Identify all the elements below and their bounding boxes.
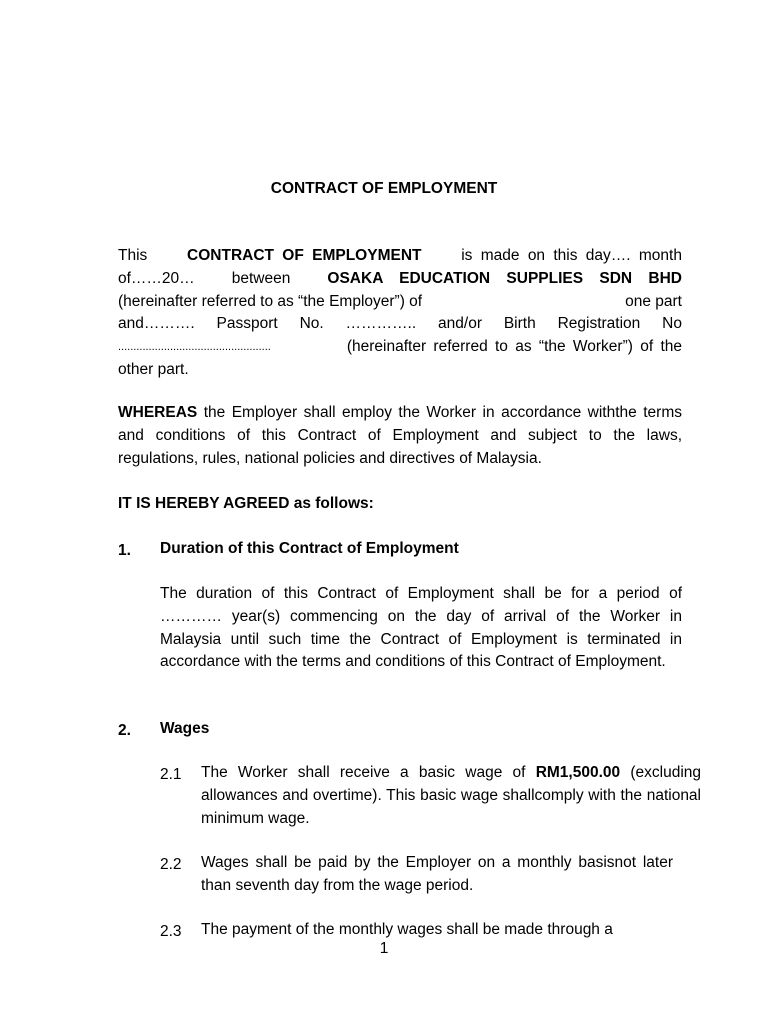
intro-text: one part: [625, 292, 682, 310]
clause-1-number: 1.: [118, 542, 131, 559]
intro-word: and……….: [118, 315, 195, 333]
clause-1-text: The duration of this Contract of Employment shall be for a period of ………… year(s) commencing on the day of arrival of the Worker in Malaysia until such time the Contract of Employment is terminated in accordance with the terms and conditions of this Contract of Employment.: [160, 585, 682, 671]
intro-word: …………..: [345, 315, 417, 333]
clause-2-3-number: 2.3: [160, 923, 182, 940]
clause-1-heading-text: Duration of this Contract of Employment: [160, 540, 459, 557]
basic-wage-amount: RM1,500.00: [535, 764, 621, 781]
intro-text: between: [231, 269, 291, 287]
clause-1-body: [160, 583, 682, 674]
whereas-text: the Employer shall employ the Worker in accordance withthe terms and conditions of this Contract of Employment and subject to the laws, regulations, rules, national policies and directives of Malaysia.: [118, 404, 682, 467]
intro-text: (hereinafter referred to as “the Worker”) of the: [346, 338, 682, 356]
intro-paragraph: [118, 245, 682, 382]
intro-word: and/or: [438, 315, 482, 333]
document-title: CONTRACT OF EMPLOYMENT: [270, 180, 498, 197]
intro-word: Passport: [216, 315, 278, 333]
clause-2-2-body: [201, 852, 673, 898]
clause-2-1-number: 2.1: [160, 766, 182, 783]
intro-line-2: [118, 268, 682, 291]
clause-2-1-body: [201, 762, 701, 830]
intro-word: No: [662, 315, 682, 333]
intro-line-4: [118, 313, 682, 336]
clause-1-heading: [160, 538, 459, 561]
intro-bold-title: CONTRACT OF EMPLOYMENT: [187, 247, 422, 264]
agreed-heading: [118, 493, 374, 516]
agreed-text: IT IS HEREBY AGREED as follows:: [118, 495, 374, 512]
clause-2-3-body: [201, 919, 681, 942]
whereas-paragraph: [118, 402, 682, 470]
intro-text: is made on this day…. month: [461, 247, 682, 264]
intro-text: (hereinafter referred to as “the Employer”) of: [118, 292, 423, 310]
intro-text: of……20…: [118, 269, 195, 287]
clause-2-heading: [160, 718, 209, 741]
clause-2-1-text: The Worker shall receive a basic wage of: [201, 764, 526, 781]
clause-2-number: 2.: [118, 722, 131, 739]
clause-2-3-text: The payment of the monthly wages shall be made through a: [201, 921, 613, 938]
page-number: 1: [379, 940, 389, 957]
intro-word: Birth: [503, 315, 536, 333]
clause-2-2-text: Wages shall be paid by the Employer on a monthly basisnot later than seventh day from the wage period.: [201, 854, 673, 894]
clause-2-1-text: (excluding allowances and overtime). This basic wage shallcomply with the national minimum wage.: [201, 764, 702, 827]
clause-2-2-number: 2.2: [160, 856, 182, 873]
intro-line-6: other part.: [118, 360, 189, 378]
employer-name: OSAKA EDUCATION SUPPLIES SDN BHD: [327, 269, 682, 287]
intro-word: This: [118, 247, 148, 264]
intro-line-1: [118, 245, 682, 268]
intro-word: Registration: [557, 315, 641, 333]
intro-line-3: [118, 291, 682, 314]
clause-2-heading-text: Wages: [160, 720, 210, 737]
intro-line-5: [118, 336, 682, 359]
whereas-label: WHEREAS: [118, 404, 198, 421]
intro-word: No.: [299, 315, 324, 333]
blank-dots: ..................................................: [118, 341, 271, 354]
